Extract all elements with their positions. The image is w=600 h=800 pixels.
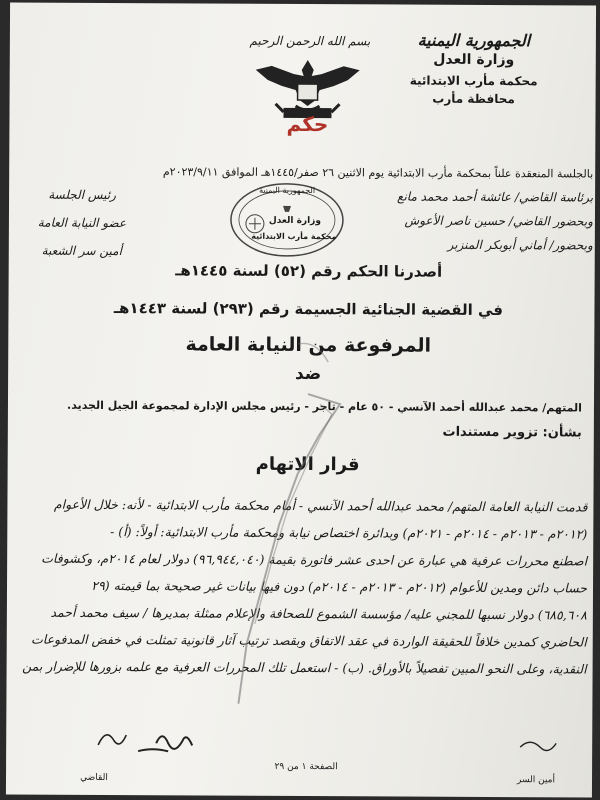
body-line: الحاضري كمدين خلافاً للحقيقة الواردة في عقد الاتفاق وبقصد ترتيب آثار قانونية تمثلت في خفض المدفوعات <box>31 631 587 650</box>
page-number: الصفحة ١ من ٢٩ <box>274 761 338 773</box>
stamp-mid-text: وزارة العدل <box>268 215 321 227</box>
document-page <box>6 2 596 797</box>
prosecutor-line: وبحضور القاضي/ حسين ناصر الأعوش <box>404 213 593 229</box>
indictment-heading: قرار الاتهام <box>255 453 360 476</box>
republic-name: الجمهورية اليمنية <box>417 30 531 51</box>
case-number: في القضية الجنائية الجسيمة رقم (٢٩٣) لسنة ١٤٤٣هـ <box>113 299 504 320</box>
governorate-name: محافظة مأرب <box>432 91 515 107</box>
judgment-number: أصدرنا الحكم رقم (٥٢) لسنة ١٤٤٥هـ <box>175 261 443 281</box>
stamp-top-text: الجمهورية اليمنية <box>259 185 316 196</box>
stamp-bottom-text: محكمة مأرب الابتدائية <box>251 231 337 242</box>
against-label: ضد <box>294 363 322 385</box>
body-line: النقدية، وعلى النحو المبين تفصيلاً بالأوراق. (ب) - استعمل تلك المحررات العرفية مع علمه بزورها للإضرار بمن <box>22 658 587 677</box>
presiding-judge-line: برئاسة القاضي/ عائشة أحمد محمد مانع <box>397 189 594 205</box>
session-roles <box>37 188 127 272</box>
raised-by: المرفوعة من النيابة العامة <box>185 333 432 357</box>
basmala: بسم الله الرحمن الرحيم <box>249 33 371 49</box>
clerk-signature-label: أمين السر <box>516 775 556 786</box>
session-date-line: بالجلسة المنعقدة علناً بمحكمة مأرب الابتدائية يوم الاثنين ٢٦ صفر/١٤٤٥هـ الموافق ٢٠٢٣/٩/١١م <box>162 165 594 181</box>
body-line: (٢٠١٢م - ٢٠١٣م - ٢٠١٤م - ٢٠٢١م) وبدائرة اختصاص نيابة ومحكمة مأرب الابتدائية: أولاً: (أ) - <box>110 524 588 542</box>
court-name: محكمة مأرب الابتدائية <box>409 73 538 89</box>
body-line: قدمت النيابة العامة المتهم/ محمد عبدالله أحمد الآنسي - أمام محكمة مأرب الابتدائية - لأنه: خلال الأعوام <box>53 496 588 515</box>
ministry-name: وزارة العدل <box>433 51 515 69</box>
body-line: ٦٨٥,٦٠٨) دولار نسبها للمجني عليه/ مؤسسة الشموع للصحافة والإعلام ممثلة بمديرها / سيف محمد أحمد <box>50 604 587 623</box>
role-prosecution: عضو النيابة العامة <box>37 215 127 231</box>
letterhead <box>374 30 574 106</box>
subject-line: بشأن: تزوير مستندات <box>442 424 582 441</box>
judge-signature-label: القاضي <box>80 772 108 783</box>
clerk-line: وبحضور/ أماني أبوبكر المنزبر <box>447 237 593 253</box>
body-line: اصطنع محررات عرفية هي عبارة عن احدى عشر فاتورة بقيمة (٩٦,٩٤٤,٠٤٠) دولار لعام ٢٠١٤م، وكشوفات <box>41 550 588 569</box>
judgment-title: حكم <box>286 111 329 137</box>
body-line: حساب دائن ومدين للأعوام (٢٠١٢م - ٢٠١٣م - ٢٠١٤م) دون فيها بيانات غير صحيحة بما قيمته (٢٩ <box>91 577 588 596</box>
accused-line: المتهم/ محمد عبدالله أحمد الآنسي - ٥٠ عام - تاجر - رئيس مجلس الإدارة لمجموعة الجيل الجديد. <box>67 398 582 415</box>
role-clerk: أمين سر الشعبة <box>41 243 123 259</box>
role-presiding: رئيس الجلسة <box>48 187 116 203</box>
indictment-body <box>22 491 588 683</box>
